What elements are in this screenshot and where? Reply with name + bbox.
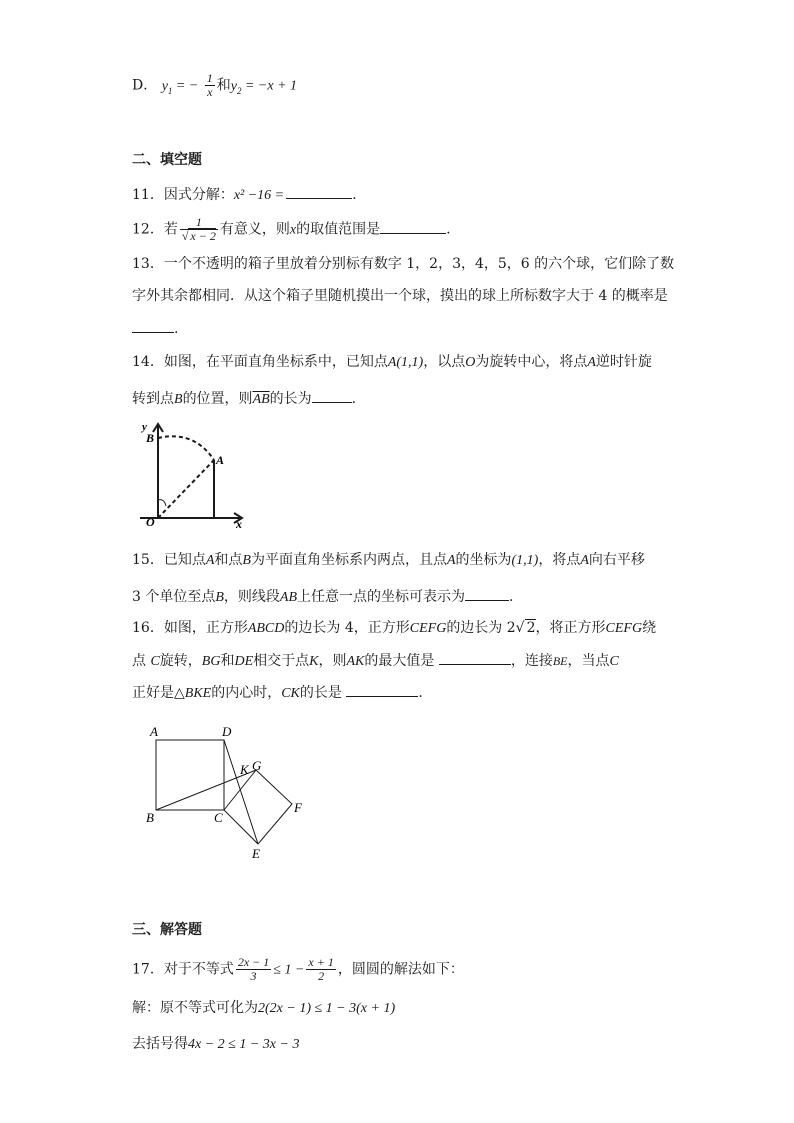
- square-abcd: [156, 740, 224, 810]
- question-15-line1: 15．已知点A和点B为平面直角坐标系内两点，且点A的坐标为(1,1)，将点A向右平移: [132, 552, 645, 568]
- question-16-line3: 正好是△BKE的内心时，CK的长是 .: [132, 682, 423, 704]
- question-14-line1: 14．如图，在平面直角坐标系中，已知点A(1,1)，以点O为旋转中心，将点A逆时针旋: [132, 354, 652, 370]
- segment-oa: [158, 460, 214, 518]
- label-a: A: [216, 453, 225, 467]
- q12-fraction: $\frac{1}{√ x - 2}$: [181, 215, 216, 243]
- label-f: F: [294, 800, 302, 815]
- label-k: K: [240, 762, 249, 777]
- label-d: D: [222, 724, 232, 739]
- question-14-line2: 转到点B的位置，则$\overline{AB}$的长为 .: [132, 388, 356, 410]
- question-16-line2: 点 C旋转，BG和DE相交于点K，则AK的最大值是 ，连接BE，当点C: [132, 650, 619, 672]
- segment-de: [224, 740, 258, 844]
- label-x: x: [236, 517, 242, 531]
- label-g: G: [252, 758, 262, 773]
- answer-blank-11[interactable]: [286, 184, 352, 199]
- angle-mark: [158, 500, 166, 506]
- question-12: 12．若 $\frac{1}{√ x - 2}$ 有意义，则x的取值范围是 .: [132, 215, 451, 243]
- answer-blank-13[interactable]: [132, 318, 174, 333]
- figure-14-coordinate-plane: [136, 418, 252, 534]
- section-fill-in-title: 二、填空题: [132, 152, 202, 168]
- question-13-line2: 字外其余都相同．从这个箱子里随机摸出一个球，摸出的球上所标数字大于 4 的概率是: [132, 288, 668, 304]
- label-b: B: [146, 810, 154, 825]
- label-c: C: [214, 810, 223, 825]
- label-b: B: [146, 431, 155, 445]
- answer-blank-12[interactable]: [380, 219, 446, 234]
- rotation-arc: [158, 436, 214, 460]
- q10-fraction: $\frac{1}{x}$: [206, 71, 213, 99]
- label-a: A: [150, 724, 158, 739]
- question-16-line1: 16．如图，正方形ABCD的边长为 4，正方形CEFG的边长为 2√ 2，将正方形CEFG绕: [132, 620, 657, 636]
- q10-option-d: D． $y_1$ = − $\frac{1}{x}$ 和$y_2 = -x + 1$: [132, 71, 298, 99]
- question-13-line1: 13．一个不透明的箱子里放着分别标有数字 1，2，3，4，5，6 的六个球，它们除了数: [132, 256, 675, 272]
- question-17-solution-step1: 解：原不等式可化为2(2x − 1) ≤ 1 − 3(x + 1): [132, 1000, 396, 1016]
- label-y: y: [142, 421, 147, 433]
- answer-blank-14[interactable]: [312, 388, 352, 403]
- figure-16-squares: [140, 722, 310, 862]
- label-o: O: [146, 515, 155, 529]
- section-solve-title: 三、解答题: [132, 922, 202, 938]
- question-11: 11．因式分解：x² −16 = .: [132, 184, 357, 206]
- question-17-solution-step2: 去括号得4x − 2 ≤ 1 − 3x − 3: [132, 1036, 300, 1052]
- question-17: 17．对于不等式 $\frac{2x - 1}{3}$ ≤ 1 − $\frac{x + 1}{2}$ ，圆圆的解法如下：: [132, 955, 464, 983]
- answer-blank-16b[interactable]: [346, 682, 418, 697]
- question-13-line3: .: [132, 318, 178, 339]
- question-15-line2: 3 个单位至点B，则线段AB上任意一点的坐标可表示为 .: [132, 586, 513, 608]
- square-cefg: [224, 770, 292, 844]
- answer-blank-15[interactable]: [465, 586, 509, 601]
- answer-blank-16a[interactable]: [439, 650, 511, 665]
- label-e: E: [252, 846, 260, 861]
